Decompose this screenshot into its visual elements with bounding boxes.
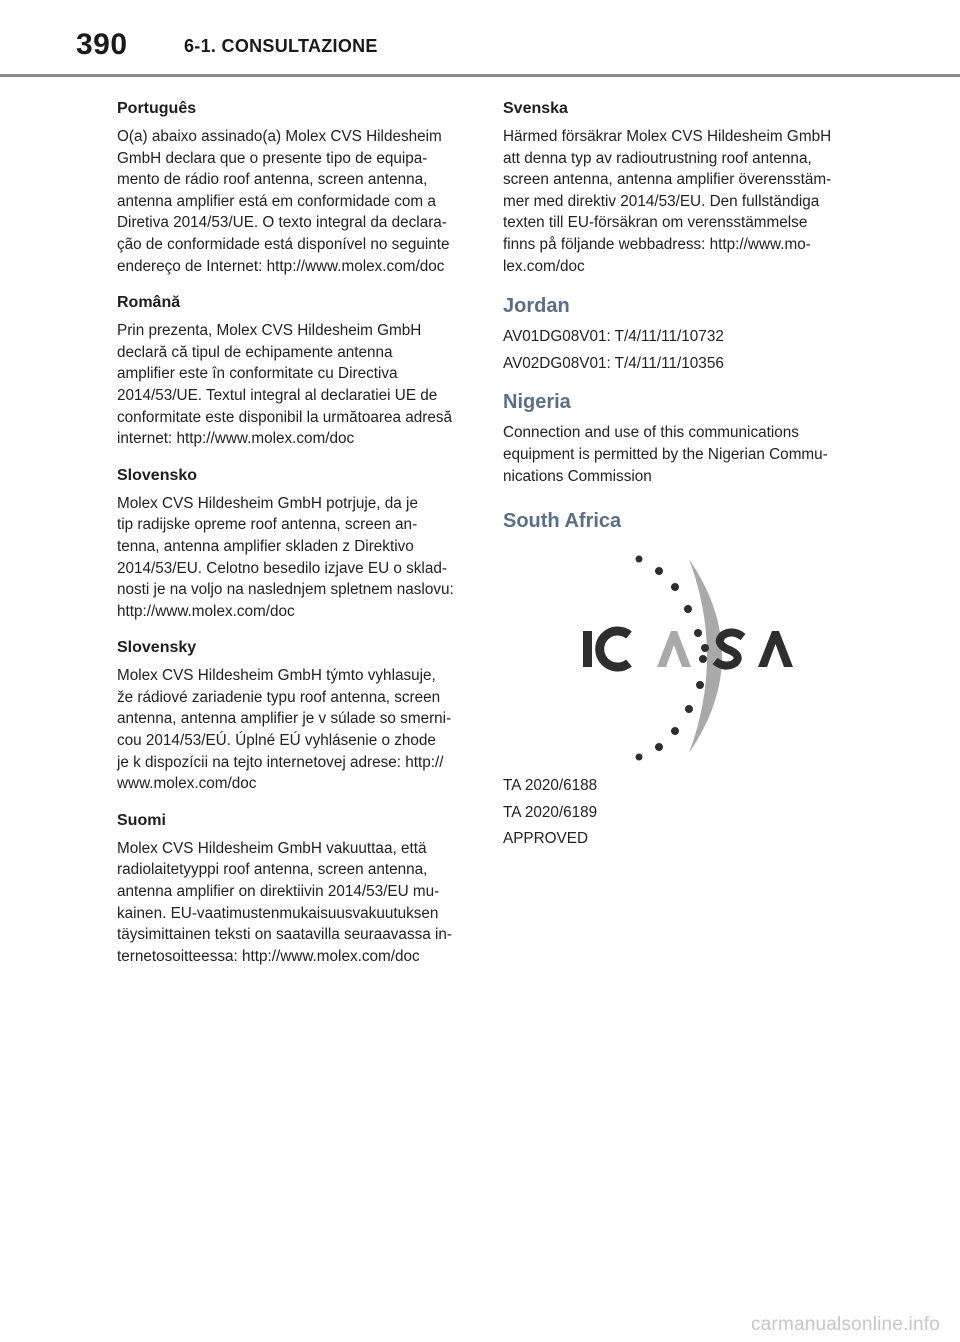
language-heading: Svenska xyxy=(503,100,568,117)
south-africa-approval-status: APPROVED xyxy=(503,830,589,848)
south-africa-approval-line: TA 2020/6188 xyxy=(503,777,598,795)
jordan-approval-line: AV01DG08V01: T/4/11/11/10732 xyxy=(503,328,724,346)
declaration-text: Molex CVS Hildesheim GmbH týmto vyhlasuje, že rádiové zariadenie typu roof antenna, screen antenna, antenna amplifier je v súlade so smerni- cou 2014/53/EÚ. Úplné EÚ vyhlásenie o zhode je k dispozícii na tejto internetovej adrese: http:// www.molex.com/doc xyxy=(117,667,452,793)
language-heading: Slovensko xyxy=(117,466,198,484)
icasa-logo xyxy=(503,551,848,761)
country-heading-jordan: Jordan xyxy=(503,295,570,318)
south-africa-approval-line: TA 2020/6189 xyxy=(503,803,598,821)
declaration-text: Molex CVS Hildesheim GmbH potrjuje, da je tip radijske opreme roof antenna, screen an- tenna, antenna amplifier skladen z Direktivo 2014/53/EU. Celotno besedilo izjave EU o sklad- nosti je na voljo na naslednjem spletnem naslovu: http://www.molex.com/doc xyxy=(117,494,454,620)
logo-wordmark xyxy=(583,631,793,667)
left-column xyxy=(117,98,467,982)
section-title: 6-1. CONSULTAZIONE xyxy=(184,36,378,56)
icasa-logo-icon xyxy=(503,551,848,761)
language-heading: Slovensky xyxy=(117,639,197,657)
declaration-slovensko xyxy=(117,465,467,623)
language-heading: Suomi xyxy=(117,811,166,829)
page-number: 390 xyxy=(76,28,128,61)
declaration-romana xyxy=(117,292,467,450)
jordan-approval-line: AV02DG08V01: T/4/11/11/10356 xyxy=(503,354,724,372)
watermark: carmanualsonline.info xyxy=(750,1314,940,1335)
right-column xyxy=(503,98,848,855)
declaration-slovensky xyxy=(117,637,467,795)
nigeria-text: Connection and use of this communications equipment is permitted by the Nigerian Commu- nications Commission xyxy=(503,424,828,485)
declaration-svenska xyxy=(503,98,848,277)
language-heading: Português xyxy=(117,100,197,117)
declaration-suomi xyxy=(117,810,467,968)
declaration-text: Prin prezenta, Molex CVS Hildesheim GmbH declară că tipul de echipamente antenna amplifier este în conformitate cu Directiva 2014/53/UE. Textul integral al declaratiei UE de conformitate este disponibil la următoarea adresă internet: http://www.molex.com/doc xyxy=(117,322,453,448)
declaration-text: O(a) abaixo assinado(a) Molex CVS Hildesheim GmbH declara que o presente tipo de equipa- mento de rádio roof antenna, screen antenna, antenna amplifier está em conformidade com a Diretiva 2014/53/UE. O texto integral da declara- ção de conformidade está disponível no seguinte endereço de Internet: http://www.molex.com/doc xyxy=(117,128,450,275)
header-divider xyxy=(0,74,960,77)
country-heading-south-africa: South Africa xyxy=(503,510,622,533)
declaration-portugues xyxy=(117,98,467,277)
country-heading-nigeria: Nigeria xyxy=(503,391,571,414)
language-heading: Română xyxy=(117,294,181,312)
logo-dots xyxy=(636,556,708,761)
page-header xyxy=(0,0,960,76)
declaration-text: Molex CVS Hildesheim GmbH vakuuttaa, että radiolaitetyyppi roof antenna, screen antenna, antenna amplifier on direktiivin 2014/53/EU mu- kainen. EU-vaatimustenmukaisuusvakuutuksen täysimittainen teksti on saatavilla seuraavassa in- ternetosoitteessa: http://www.molex.com/doc xyxy=(117,839,452,965)
declaration-text: Härmed försäkrar Molex CVS Hildesheim GmbH att denna typ av radioutrustning roof antenna, screen antenna, antenna amplifier överensstäm- mer med direktiv 2014/53/EU. Den fullständiga texten till EU-försäkran om verensstämmelse finns på följande webbadress: http://www.mo- lex.com/doc xyxy=(503,128,832,275)
